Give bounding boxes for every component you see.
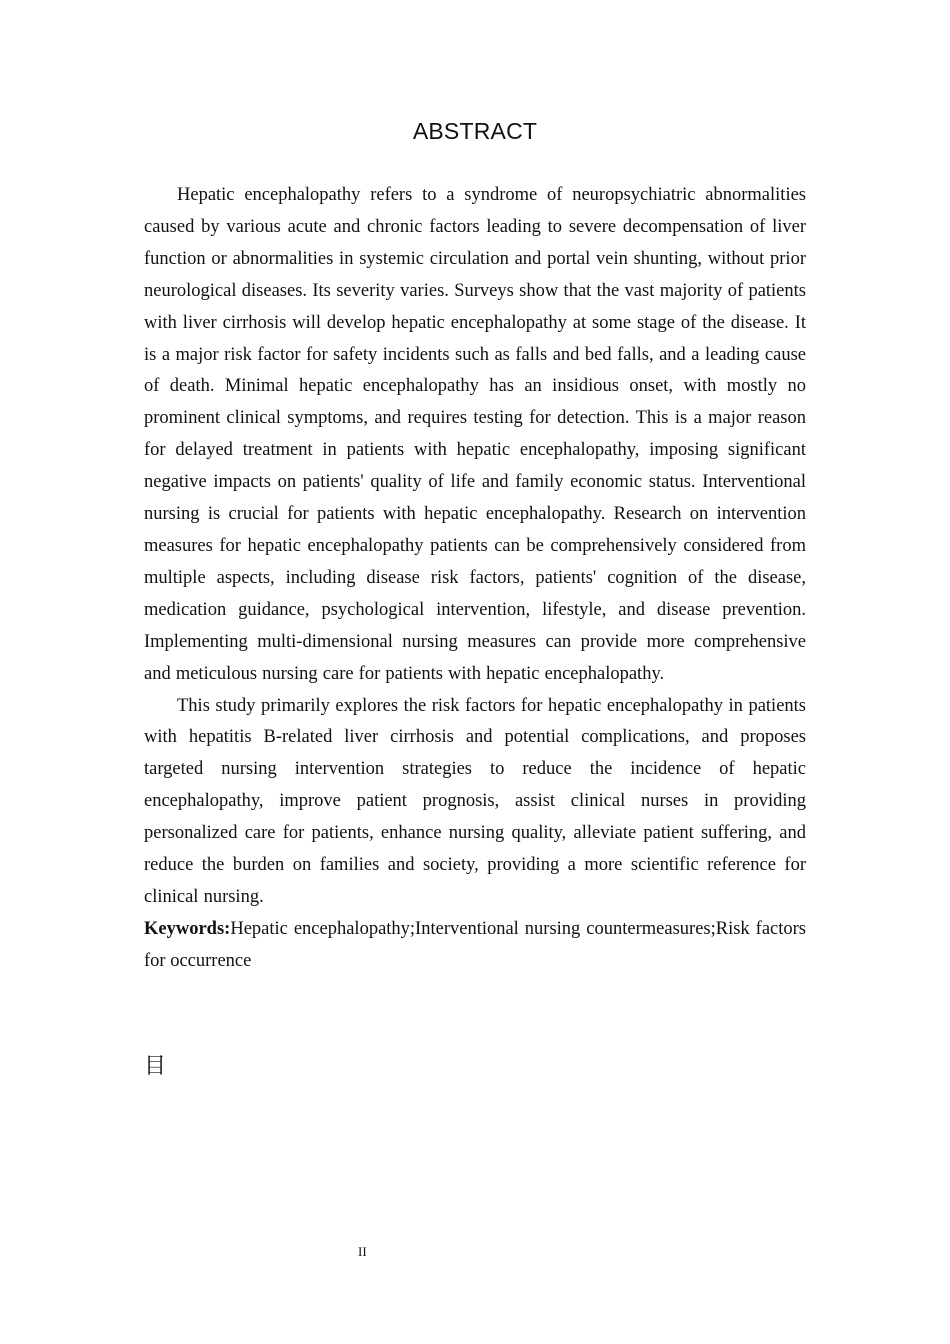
abstract-paragraph-1: Hepatic encephalopathy refers to a syndrome of neuropsychiatric abnormalities caused by various acute and chronic factors leading to severe decompensation of liver function or abnormalities in systemic circulation and portal vein shunting, without prior neurological diseases. Its severity varies. Surveys show that the vast majority of patients with liver cirrhosis will develop hepatic encephalopathy at some stage of the disease. It is a major risk factor for safety incidents such as falls and bed falls, and a leading cause of death. Minimal hepatic encephalopathy has an insidious onset, with mostly no prominent clinical symptoms, and requires testing for detection. This is a major reason for delayed treatment in patients with hepatic encephalopathy, imposing significant negative impacts on patients' quality of life and family economic status. Interventional nursing is crucial for patients with hepatic encephalopathy. Research on intervention measures for hepatic encephalopathy patients can be comprehensively considered from multiple aspects, including disease risk factors, patients' cognition of the disease, medication guidance, psychological intervention, lifestyle, and disease prevention. Implementing multi-dimensional nursing measures can provide more comprehensive and meticulous nursing care for patients with hepatic encephalopathy.: [144, 185, 806, 684]
keywords-text: Hepatic encephalopathy;Interventional nursing countermeasures;Risk factors for occurrence: [144, 918, 806, 971]
next-heading-glyph: 目: [144, 1054, 167, 1079]
keywords-label: Keywords:: [144, 918, 231, 939]
abstract-title: ABSTRACT: [412, 118, 538, 144]
page-number: II: [358, 1244, 367, 1259]
abstract-paragraph-2: This study primarily explores the risk factors for hepatic encephalopathy in patients with hepatitis B-related liver cirrhosis and potential complications, and proposes targeted nursing intervention strategies to reduce the incidence of hepatic encephalopathy, improve patient prognosis, assist clinical nurses in providing personalized care for patients, enhance nursing quality, alleviate patient suffering, and reduce the burden on families and society, providing a more scientific reference for clinical nursing.: [144, 695, 806, 907]
abstract-body: [144, 180, 806, 978]
keywords-line: [144, 914, 806, 978]
